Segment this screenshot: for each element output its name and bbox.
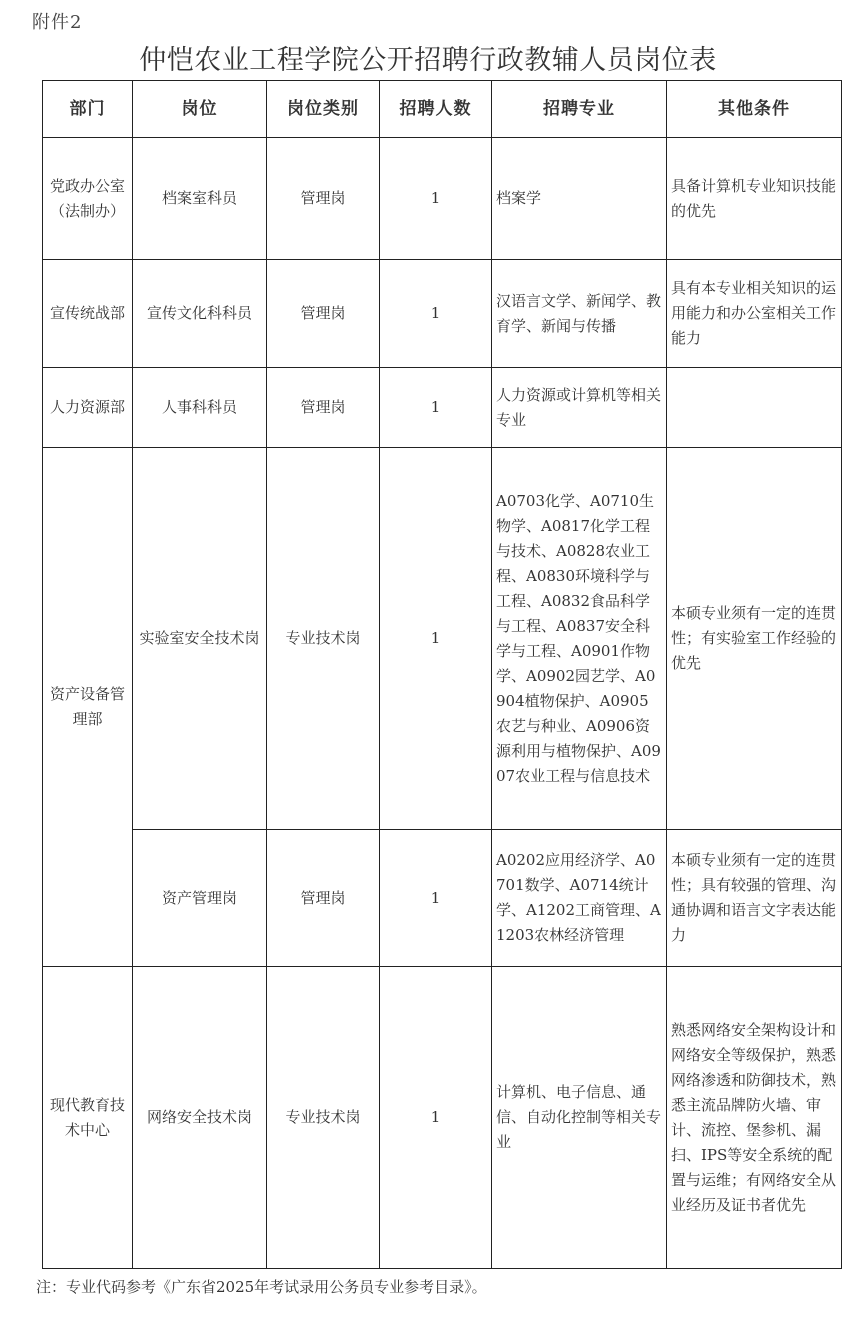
major-cell: A0703化学、A0710生物学、A0817化学工程与技术、A0828农业工程、A0830环境科学与工程、A0832食品科学与工程、A0837安全科学与工程、A0901作物学、A0902园艺学、A0904植物保护、A0905农艺与种业、A0906资源利用与植物保护、A0907农业工程与信息技术 [492, 448, 667, 830]
header-dept: 部门 [43, 81, 133, 138]
header-other: 其他条件 [667, 81, 842, 138]
header-count: 招聘人数 [380, 81, 492, 138]
header-post: 岗位 [133, 81, 267, 138]
post-cell: 档案室科员 [133, 138, 267, 260]
post-cell: 网络安全技术岗 [133, 967, 267, 1269]
table-row [43, 967, 842, 1269]
count-cell: 1 [380, 138, 492, 260]
count-cell: 1 [380, 967, 492, 1269]
header-major: 招聘专业 [492, 81, 667, 138]
dept-cell: 人力资源部 [43, 368, 133, 448]
table-row [43, 138, 842, 260]
other-cell: 本硕专业须有一定的连贯性；具有较强的管理、沟通协调和语言文字表达能力 [667, 830, 842, 967]
dept-cell: 党政办公室（法制办） [43, 138, 133, 260]
type-cell: 管理岗 [267, 138, 380, 260]
dept-cell: 现代教育技术中心 [43, 967, 133, 1269]
type-cell: 管理岗 [267, 260, 380, 368]
other-cell [667, 368, 842, 448]
major-cell: A0202应用经济学、A0701数学、A0714统计学、A1202工商管理、A1203农林经济管理 [492, 830, 667, 967]
table-row [43, 368, 842, 448]
post-cell: 宣传文化科科员 [133, 260, 267, 368]
dept-cell: 宣传统战部 [43, 260, 133, 368]
count-cell: 1 [380, 260, 492, 368]
attachment-label: 附件2 [32, 12, 83, 33]
table-row [43, 260, 842, 368]
type-cell: 专业技术岗 [267, 967, 380, 1269]
other-cell: 本硕专业须有一定的连贯性；有实验室工作经验的优先 [667, 448, 842, 830]
table-header-row [43, 81, 842, 138]
count-cell: 1 [380, 830, 492, 967]
table-row [43, 448, 842, 830]
footnote: 注：专业代码参考《广东省2025年考试录用公务员专业参考目录》。 [36, 1278, 487, 1296]
post-cell: 人事科科员 [133, 368, 267, 448]
other-cell: 熟悉网络安全架构设计和网络安全等级保护，熟悉网络渗透和防御技术，熟悉主流品牌防火墙、审计、流控、堡参机、漏扫、IPS等安全系统的配置与运维；有网络安全从业经历及证书者优先 [667, 967, 842, 1269]
recruitment-table [42, 80, 842, 1269]
page-title: 仲恺农业工程学院公开招聘行政教辅人员岗位表 [139, 45, 717, 76]
header-type: 岗位类别 [267, 81, 380, 138]
major-cell: 档案学 [492, 138, 667, 260]
major-cell: 人力资源或计算机等相关专业 [492, 368, 667, 448]
other-cell: 具有本专业相关知识的运用能力和办公室相关工作能力 [667, 260, 842, 368]
type-cell: 管理岗 [267, 368, 380, 448]
type-cell: 管理岗 [267, 830, 380, 967]
post-cell: 实验室安全技术岗 [133, 448, 267, 830]
table-row [43, 830, 842, 967]
dept-cell: 资产设备管理部 [43, 448, 133, 967]
type-cell: 专业技术岗 [267, 448, 380, 830]
post-cell: 资产管理岗 [133, 830, 267, 967]
count-cell: 1 [380, 448, 492, 830]
major-cell: 计算机、电子信息、通信、自动化控制等相关专业 [492, 967, 667, 1269]
other-cell: 具备计算机专业知识技能的优先 [667, 138, 842, 260]
major-cell: 汉语言文学、新闻学、教育学、新闻与传播 [492, 260, 667, 368]
count-cell: 1 [380, 368, 492, 448]
